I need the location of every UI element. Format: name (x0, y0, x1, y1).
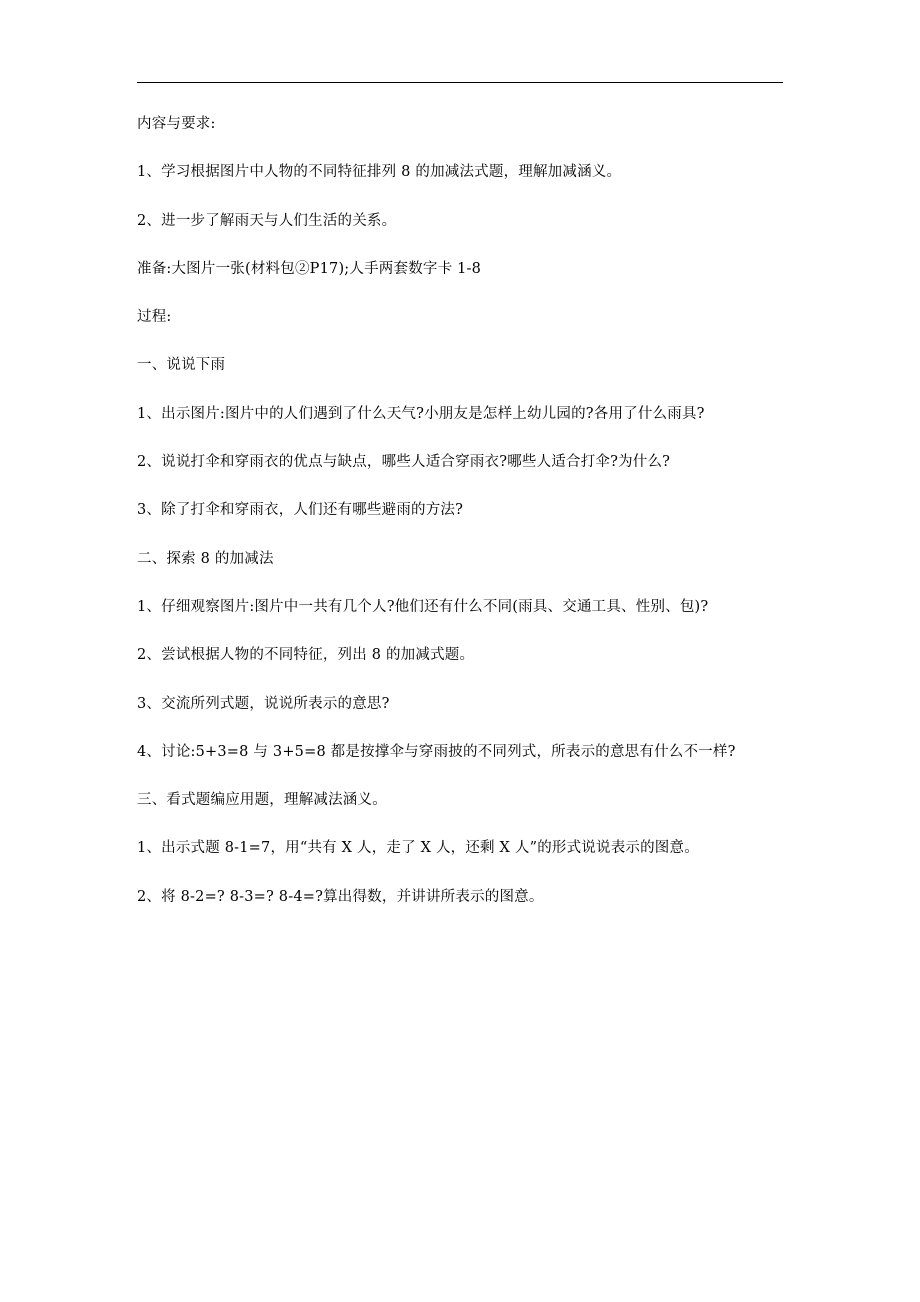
header-rule (137, 82, 783, 83)
requirement-item-2: 2、进一步了解雨天与人们生活的关系。 (137, 212, 397, 229)
step-2-3: 3、交流所列式题，说说所表示的意思? (137, 695, 390, 712)
preparation-line: 准备:大图片一张(材料包②P17);人手两套数字卡 1-8 (137, 260, 482, 277)
step-1-3: 3、除了打伞和穿雨衣，人们还有哪些避雨的方法? (137, 502, 464, 519)
step-2-2: 2、尝试根据人物的不同特征，列出 8 的加减式题。 (137, 647, 475, 664)
section-heading-1: 一、说说下雨 (137, 357, 226, 374)
step-3-1: 1、出示式题 8-1=7，用“共有 X 人，走了 X 人，还剩 X 人”的形式说说表示的图意。 (137, 840, 699, 857)
step-1-1: 1、出示图片:图片中的人们遇到了什么天气?小朋友是怎样上幼儿园的?各用了什么雨具? (137, 405, 705, 422)
section-label-process: 过程: (137, 309, 172, 326)
section-heading-2: 二、探索 8 的加减法 (137, 550, 274, 567)
section-heading-3: 三、看式题编应用题，理解减法涵义。 (137, 792, 387, 809)
section-label-content-requirements: 内容与要求: (137, 116, 216, 132)
step-2-1: 1、仔细观察图片:图片中一共有几个人?他们还有什么不同(雨具、交通工具、性别、包)? (137, 598, 709, 615)
step-1-2: 2、说说打伞和穿雨衣的优点与缺点，哪些人适合穿雨衣?哪些人适合打伞?为什么? (137, 454, 671, 471)
requirement-item-1: 1、学习根据图片中人物的不同特征排列 8 的加减法式题，理解加减涵义。 (137, 164, 622, 181)
step-3-2: 2、将 8-2=? 8-3=? 8-4=?算出得数，并讲讲所表示的图意。 (137, 888, 544, 905)
step-2-4: 4、讨论:5+3=8 与 3+5=8 都是按撑伞与穿雨披的不同列式，所表示的意思有什么不一样? (137, 743, 736, 760)
document-body (137, 112, 787, 933)
